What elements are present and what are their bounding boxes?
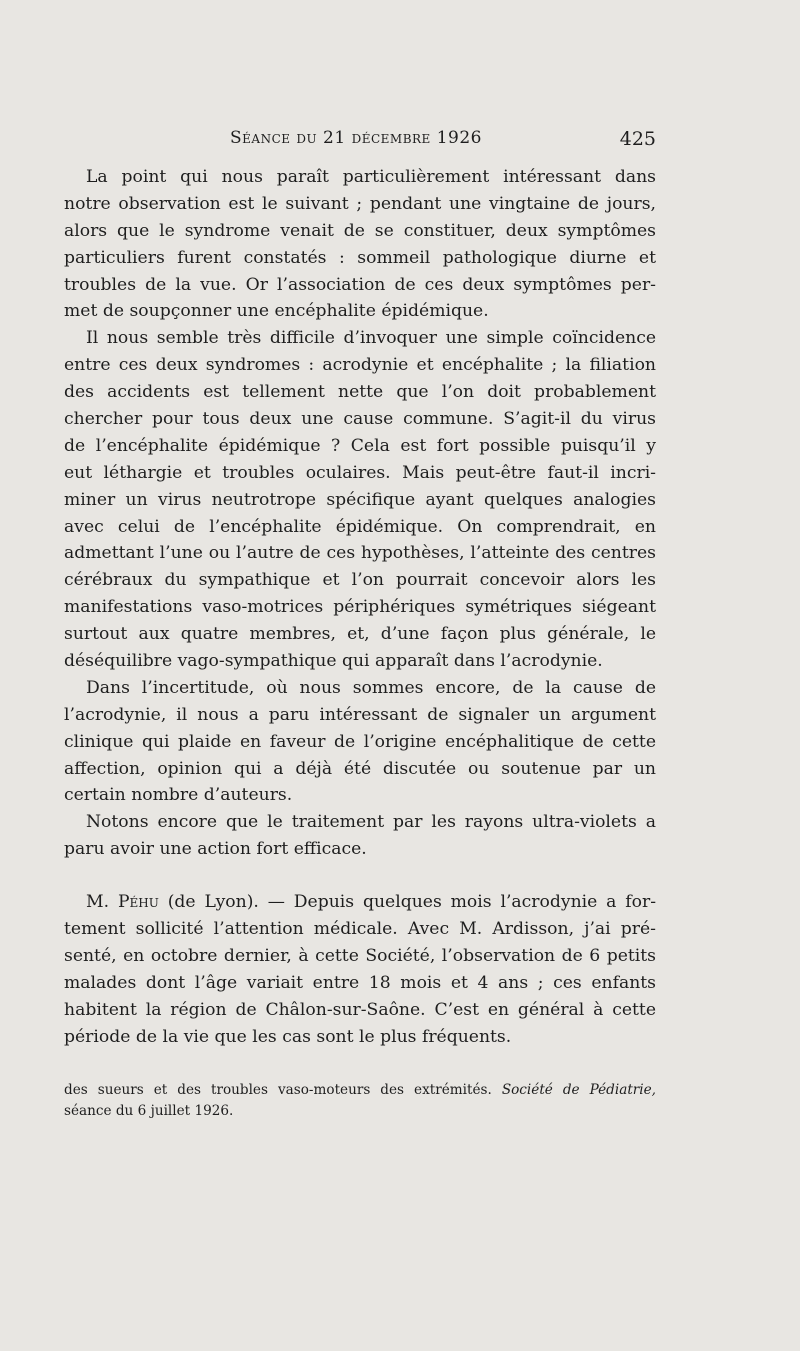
- text-line: déséquilibre vago-sympathique qui apparaît dans l’acrodynie.: [64, 651, 603, 672]
- text-line: Notons encore que le traitement par les rayons ultra-violets a: [86, 812, 656, 833]
- footnote-journal: Société de Pédiatrie,: [501, 1082, 656, 1098]
- text-line: met de soupçonner une encéphalite épidémique.: [64, 301, 489, 322]
- text-line: admettant l’une ou l’autre de ces hypothèses, l’atteinte des centres: [64, 543, 656, 564]
- pehu-communication: [64, 889, 656, 1050]
- text-line: affection, opinion qui a déjà été discutée ou soutenue par un: [64, 758, 656, 779]
- paragraph: [64, 325, 656, 675]
- text-line: entre ces deux syndromes : acrodynie et encéphalite ; la filiation: [64, 355, 656, 376]
- footnote-text: des sueurs et des troubles vaso-moteurs des extrémités.: [64, 1082, 492, 1098]
- text-line: Dans l’incertitude, où nous sommes encore, de la cause de: [86, 677, 656, 698]
- footnote-line: [64, 1080, 656, 1101]
- text-line: période de la vie que les cas sont le plus fréquents.: [64, 1026, 512, 1047]
- text-line: manifestations vaso-motrices périphériques symétriques siégeant: [64, 597, 656, 618]
- text-line: de l’encéphalite épidémique ? Cela est fort possible puisqu’il y: [64, 435, 656, 456]
- speaker-prefix: M.: [86, 892, 110, 913]
- text-line: miner un virus neutrotrope spécifique ayant quelques analogies: [64, 489, 656, 510]
- running-head: Séance du 21 décembre 1926: [230, 128, 482, 148]
- paragraph: [64, 809, 656, 863]
- paragraph: [64, 164, 656, 325]
- text-line: malades dont l’âge variait entre 18 mois et 4 ans ; ces enfants: [64, 972, 656, 993]
- text-line: clinique qui plaide en faveur de l’origine encéphalitique de cette: [64, 731, 656, 752]
- footnote-line: séance du 6 juillet 1926.: [64, 1103, 234, 1119]
- text-line: La point qui nous paraît particulièrement intéressant dans: [86, 167, 656, 187]
- text-line: des accidents est tellement nette que l’on doit probablement: [64, 382, 656, 403]
- text-line: l’acrodynie, il nous a paru intéressant de signaler un argument: [64, 704, 656, 725]
- section-gap: [64, 863, 656, 889]
- text-line: chercher pour tous deux une cause commune. S’agit-il du virus: [64, 409, 656, 430]
- text-line: habitent la région de Châlon-sur-Saône. C’est en général à cette: [64, 999, 656, 1020]
- text-line: Il nous semble très difficile d’invoquer une simple coïncidence: [86, 328, 656, 349]
- text-line: senté, en octobre dernier, à cette Société, l’observation de 6 petits: [64, 945, 656, 966]
- text-line: cérébraux du sympathique et l’on pourrait concevoir alors les: [64, 570, 656, 591]
- body-text: [64, 164, 656, 1051]
- page-number: 425: [619, 128, 656, 150]
- text-line: avec celui de l’encéphalite épidémique. On comprendrait, en: [64, 516, 656, 537]
- text-line: certain nombre d’auteurs.: [64, 785, 293, 806]
- footnote: [64, 1080, 656, 1122]
- text-line: eut léthargie et troubles oculaires. Mais peut-être faut-il incri-: [64, 462, 656, 483]
- speaker-name: Péhu: [117, 892, 159, 913]
- paragraph: [64, 675, 656, 809]
- text-line: paru avoir une action fort efficace.: [64, 839, 367, 860]
- page-header: [64, 128, 656, 152]
- text-line: surtout aux quatre membres, et, d’une façon plus générale, le: [64, 624, 656, 645]
- speaker-line-rest: (de Lyon). — Depuis quelques mois l’acrodynie a for-: [167, 892, 657, 913]
- text-line: particuliers furent constatés : sommeil pathologique diurne et: [64, 247, 656, 268]
- text-line: tement sollicité l’attention médicale. Avec M. Ardisson, j’ai pré-: [64, 919, 656, 940]
- text-line: [64, 889, 656, 916]
- text-line: alors que le syndrome venait de se constituer, deux symptômes: [64, 220, 656, 241]
- text-line: notre observation est le suivant ; pendant une vingtaine de jours,: [64, 193, 656, 214]
- text-line: troubles de la vue. Or l’association de ces deux symptômes per-: [64, 274, 656, 295]
